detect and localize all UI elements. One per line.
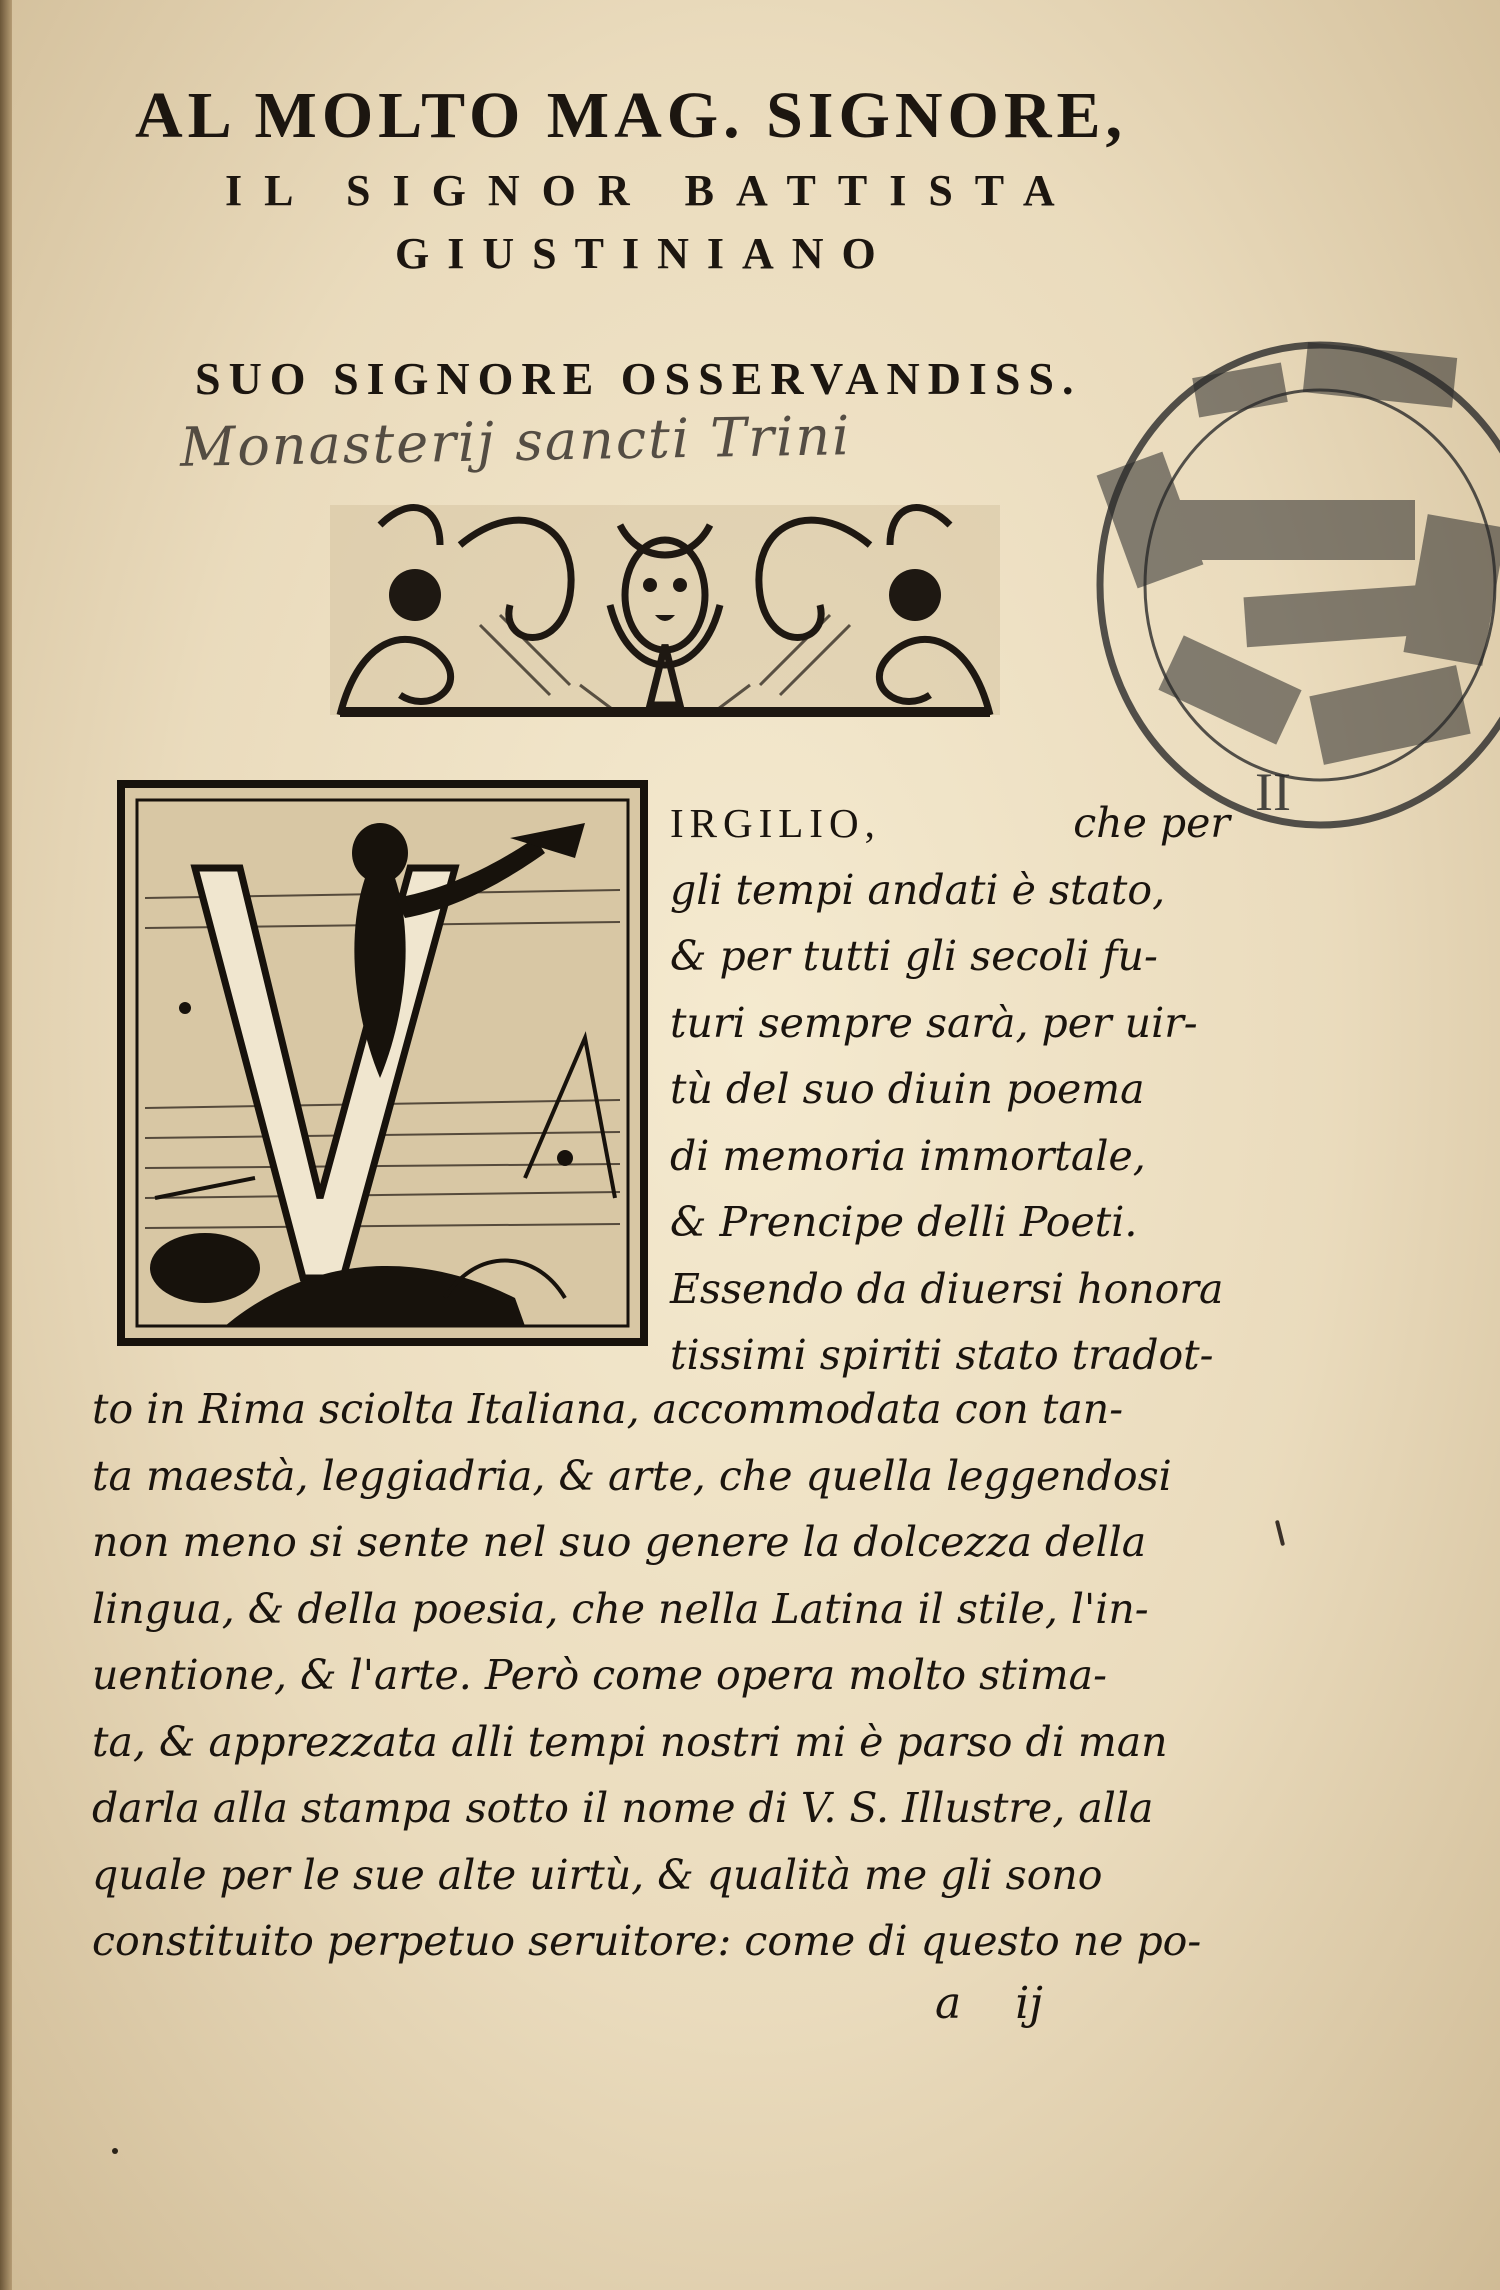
paper-speck bbox=[112, 2148, 118, 2154]
text-line bbox=[670, 990, 1230, 1057]
narrow-text-block bbox=[670, 790, 1230, 1389]
text-line bbox=[92, 1842, 1222, 1909]
text-segment: quale per le sue alte uirtù, & qualità me gli sono bbox=[92, 1850, 1103, 1899]
text-line bbox=[92, 1642, 1222, 1709]
text-line bbox=[92, 1576, 1222, 1643]
library-ink-stamp bbox=[1055, 330, 1500, 850]
text-segment: tù del suo diuin poema bbox=[670, 1065, 1145, 1113]
text-segment: & per tutti gli secoli fu- bbox=[670, 932, 1158, 980]
wide-text-block bbox=[92, 1376, 1222, 1975]
text-segment: uentione, & l'arte. Però come opera molto stima- bbox=[92, 1651, 1107, 1699]
text-line bbox=[670, 923, 1230, 990]
text-segment: tissimi spiriti stato tradot- bbox=[670, 1331, 1214, 1379]
text-segment: non meno si sente nel suo genere la dolcezza della bbox=[92, 1518, 1147, 1566]
text-line bbox=[92, 1509, 1222, 1576]
text-line bbox=[670, 1123, 1230, 1190]
text-segment: IRGILIO, bbox=[670, 800, 881, 846]
text-line bbox=[92, 1376, 1222, 1443]
text-line bbox=[670, 857, 1230, 924]
text-segment: ta maestà, leggiadria, & arte, che quella leggendosi bbox=[92, 1451, 1172, 1500]
text-segment: turi sempre sarà, per uir- bbox=[670, 998, 1198, 1047]
text-segment: to in Rima sciolta Italiana, accommodata con tan- bbox=[92, 1385, 1124, 1433]
dedication-heading-line-1: AL MOLTO MAG. SIGNORE, bbox=[135, 79, 1128, 152]
paper-mark bbox=[1275, 1520, 1285, 1546]
decorated-initial-v bbox=[115, 778, 650, 1348]
text-line bbox=[670, 1256, 1230, 1323]
text-segment: & Prencipe delli Poeti. bbox=[670, 1198, 1138, 1246]
dedication-heading-line-4: SUO SIGNORE OSSERVANDISS. bbox=[195, 353, 1082, 404]
text-segment: che per bbox=[1073, 799, 1230, 847]
text-segment: di memoria immortale, bbox=[670, 1131, 1146, 1180]
signature-mark: a ij bbox=[935, 1978, 1043, 2029]
book-spine bbox=[0, 0, 12, 2290]
text-line bbox=[92, 1775, 1222, 1842]
text-segment: constituito perpetuo seruitore: come di questo ne po- bbox=[92, 1917, 1202, 1965]
text-line bbox=[670, 790, 1230, 857]
text-line bbox=[92, 1709, 1222, 1776]
dedication-heading-line-3: GIUSTINIANO bbox=[395, 229, 894, 278]
handwritten-ownership-note: Monasterij sancti Trini bbox=[179, 404, 852, 479]
stamp-numeral: II bbox=[1255, 762, 1291, 822]
dedication-heading-line-2: IL SIGNOR BATTISTA bbox=[225, 166, 1077, 215]
text-segment: ta, & apprezzata alli tempi nostri mi è parso di man bbox=[92, 1717, 1168, 1766]
text-line bbox=[92, 1443, 1222, 1510]
text-line bbox=[670, 1189, 1230, 1256]
woodcut-headpiece-ornament bbox=[320, 485, 1010, 725]
text-segment: lingua, & della poesia, che nella Latina il stile, l'in- bbox=[92, 1584, 1149, 1633]
text-segment: Essendo da diuersi honora bbox=[670, 1264, 1224, 1313]
text-segment: gli tempi andati è stato, bbox=[670, 865, 1166, 914]
text-line bbox=[670, 1056, 1230, 1123]
text-segment: darla alla stampa sotto il nome di V. S. Illustre, alla bbox=[92, 1784, 1154, 1832]
text-line bbox=[92, 1908, 1222, 1975]
